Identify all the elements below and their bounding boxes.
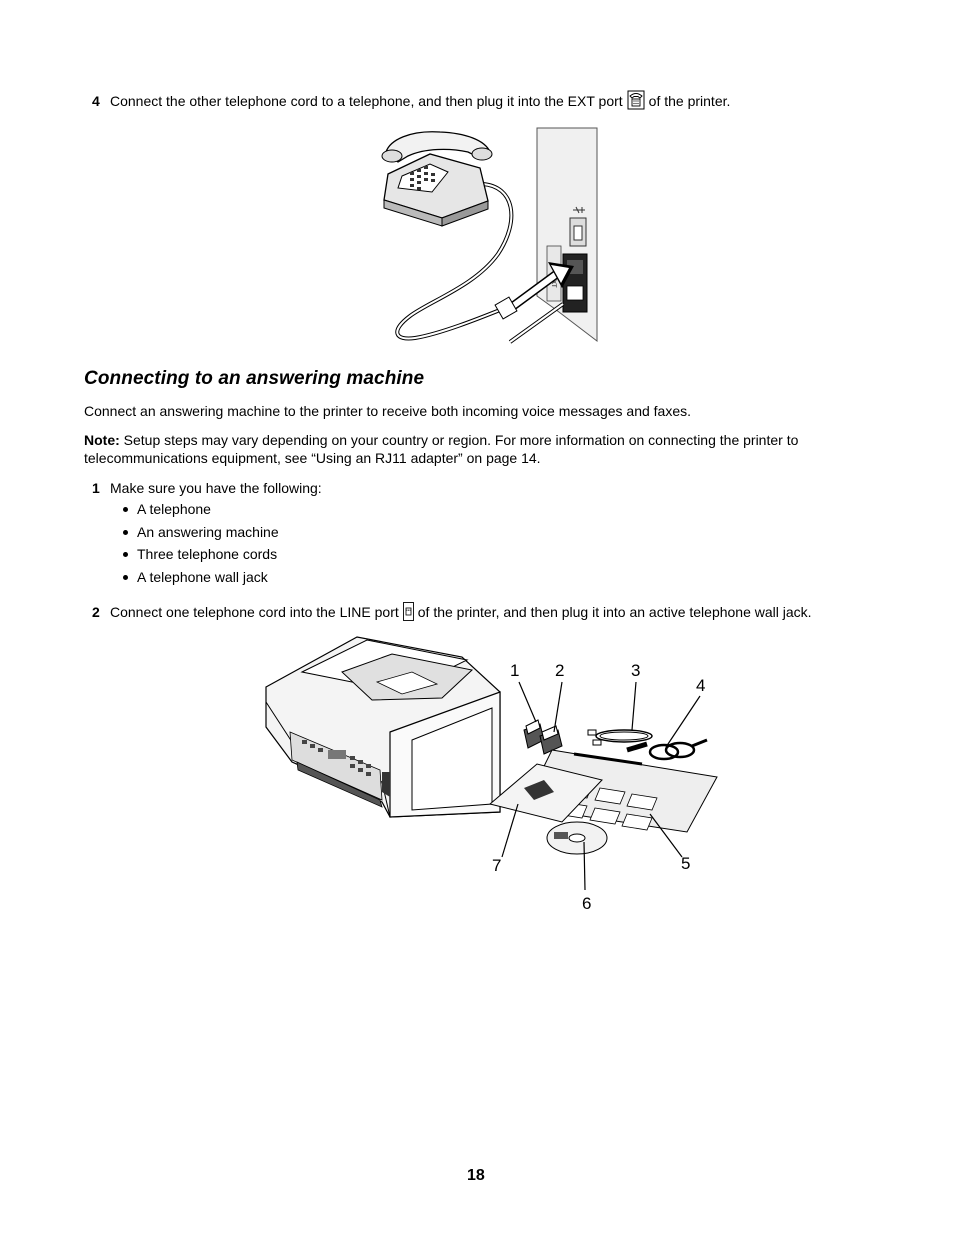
step-text: Connect the other telephone cord to a telephone, and then plug it into the EXT port	[110, 93, 623, 109]
list-item: A telephone wall jack	[123, 566, 279, 589]
step-text-end: of the printer, and then plug it into an active telephone wall jack.	[417, 604, 812, 620]
list-item: Three telephone cords	[123, 543, 279, 566]
note-paragraph	[84, 431, 874, 467]
callout-5: 5	[681, 854, 691, 873]
callout-2: 2	[555, 661, 565, 680]
note-text: Setup steps may vary depending on your country or region. For more information on connecting the printer to telecommunications equipment, see “Using an RJ11 adapter” on page 14.	[84, 432, 799, 466]
telephone-port-icon	[627, 90, 645, 114]
callout-4: 4	[696, 676, 706, 695]
printer-drawing	[266, 637, 500, 817]
step-4	[92, 90, 730, 114]
callout-1: 1	[510, 661, 520, 680]
step-1	[92, 479, 322, 497]
page-number: 18	[467, 1167, 485, 1184]
callout-3: 3	[631, 661, 641, 680]
step-text: Connect one telephone cord into the LINE port	[110, 604, 399, 620]
step-number: 4	[92, 93, 100, 109]
step-text-end: of the printer.	[648, 93, 731, 109]
requirements-list	[123, 498, 279, 588]
note-label: Note:	[84, 432, 120, 448]
telephone-connection-illustration	[380, 126, 600, 349]
step-2	[92, 602, 812, 625]
step-number: 1	[92, 480, 100, 496]
list-item: A telephone	[123, 498, 279, 521]
callout-7: 7	[492, 856, 502, 875]
step-text: Make sure you have the following:	[110, 480, 322, 496]
printer-contents-illustration	[262, 632, 722, 927]
line-port-icon	[403, 602, 414, 625]
section-heading: Connecting to an answering machine	[84, 368, 425, 389]
list-item: An answering machine	[123, 521, 279, 544]
svg-text:EXT: EXT	[550, 276, 556, 288]
intro-paragraph: Connect an answering machine to the printer to receive both incoming voice messages and faxes.	[84, 403, 692, 419]
callout-6: 6	[582, 894, 592, 913]
step-number: 2	[92, 604, 100, 620]
